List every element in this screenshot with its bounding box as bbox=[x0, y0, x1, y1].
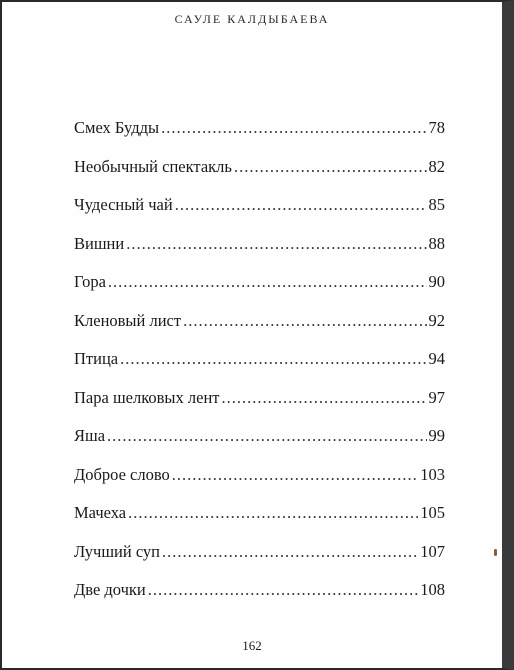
toc-entry-title: Смех Будды bbox=[74, 118, 160, 137]
toc-entry-11 bbox=[74, 503, 445, 542]
toc-entry-page: 105 bbox=[420, 503, 445, 522]
toc-entry-1 bbox=[74, 118, 445, 157]
toc-entry-3 bbox=[74, 195, 445, 234]
toc-entry-page: 108 bbox=[420, 580, 445, 599]
toc-entry-4 bbox=[74, 234, 445, 273]
toc-entry-title: Птица bbox=[74, 349, 119, 368]
toc-entry-page: 107 bbox=[420, 541, 445, 561]
toc-entry-10 bbox=[74, 465, 445, 504]
toc-entry-page: 88 bbox=[428, 233, 445, 253]
toc-entry-6 bbox=[74, 311, 445, 350]
dot-leader bbox=[175, 195, 427, 215]
toc-entry-page: 97 bbox=[428, 387, 445, 407]
dot-leader bbox=[234, 157, 427, 177]
toc-entry-page: 92 bbox=[428, 310, 445, 330]
toc-entry-title: Пара шелковых лент bbox=[74, 387, 220, 407]
toc-entry-title: Гора bbox=[74, 272, 106, 291]
dot-leader bbox=[183, 311, 426, 331]
toc-entry-title: Необычный спектакль bbox=[74, 156, 232, 176]
toc-entry-8 bbox=[74, 388, 445, 427]
dot-leader bbox=[162, 542, 418, 562]
toc-entry-title: Яша bbox=[74, 426, 106, 445]
dot-leader bbox=[107, 426, 426, 446]
dot-leader bbox=[172, 465, 418, 485]
toc-entry-13 bbox=[74, 580, 445, 619]
running-header: САУЛЕ КАЛДЫБАЕВА bbox=[174, 12, 330, 26]
dot-leader bbox=[120, 349, 426, 369]
toc-entry-title: Доброе слово bbox=[74, 464, 170, 484]
toc-entry-title: Кленовый лист bbox=[74, 310, 182, 330]
toc-entry-title: Лучший суп bbox=[74, 541, 161, 561]
dot-leader bbox=[148, 580, 418, 600]
toc-entry-page: 85 bbox=[428, 195, 445, 214]
toc-entry-title: Вишни bbox=[74, 233, 125, 253]
toc-entry-page: 82 bbox=[428, 156, 445, 176]
toc-entry-9 bbox=[74, 426, 445, 465]
page-number: 162 bbox=[242, 638, 262, 653]
dot-leader bbox=[108, 272, 427, 292]
toc-entry-7 bbox=[74, 349, 445, 388]
toc-entry-title: Чудесный чай bbox=[74, 195, 173, 214]
toc-entry-page: 78 bbox=[428, 118, 445, 137]
toc-entry-page: 94 bbox=[428, 349, 445, 368]
toc-entry-page: 103 bbox=[420, 464, 445, 484]
toc-entry-2 bbox=[74, 157, 445, 196]
toc-entry-page: 90 bbox=[428, 272, 445, 291]
dot-leader bbox=[221, 388, 426, 408]
table-of-contents bbox=[74, 118, 445, 619]
toc-entry-title: Мачеха bbox=[74, 503, 127, 522]
dot-leader bbox=[128, 503, 418, 523]
dot-leader bbox=[161, 118, 426, 138]
toc-entry-5 bbox=[74, 272, 445, 311]
dot-leader bbox=[126, 234, 426, 254]
toc-entry-title: Две дочки bbox=[74, 580, 146, 599]
toc-entry-page: 99 bbox=[428, 426, 445, 445]
paper-speck bbox=[494, 549, 497, 556]
toc-entry-12 bbox=[74, 542, 445, 581]
